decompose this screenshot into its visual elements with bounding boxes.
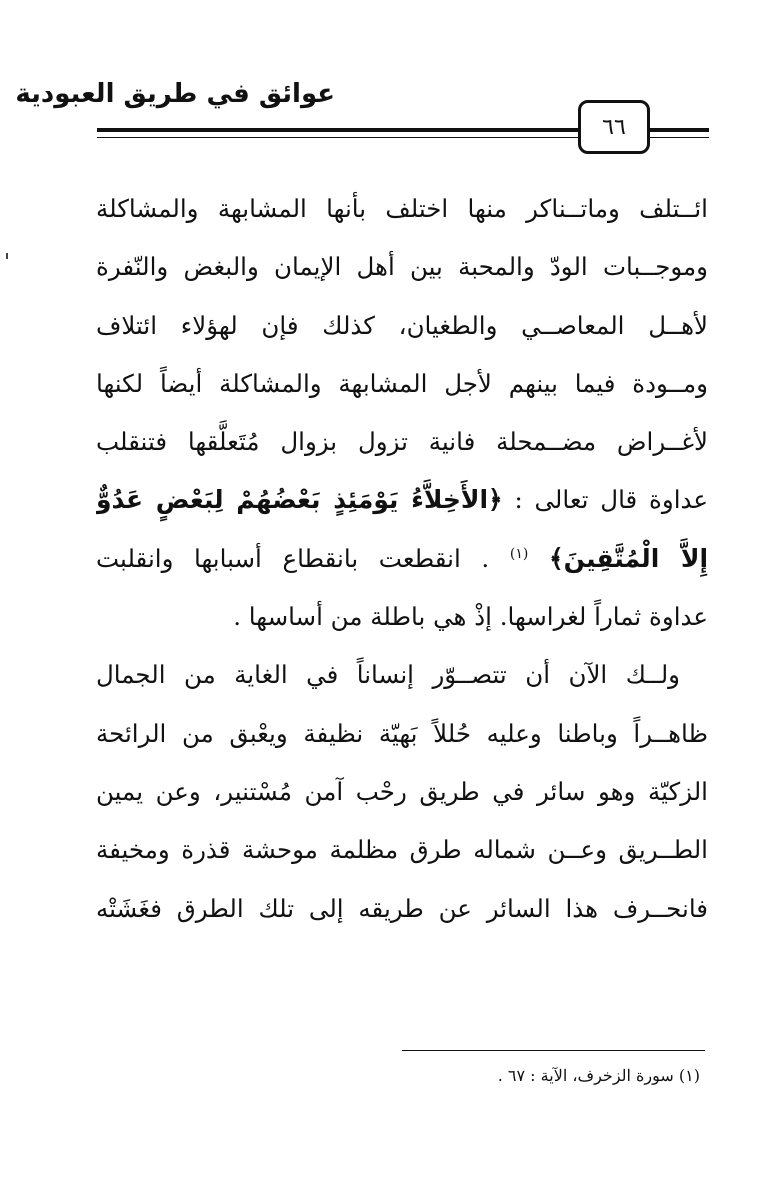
verse-intro: عداوة قال تعالى :	[514, 485, 708, 515]
quran-verse-end: إِلاَّ الْمُتَّقِينَ﴾	[549, 543, 708, 573]
text-line: لأغــراض مضــمحلة فانية تزول بزوال مُتَعلَّقها فتنقلب	[96, 427, 708, 457]
footnote-ref: (١)	[509, 545, 529, 562]
text-line: الزكيّة وهو سائر في طريق رحْب آمن مُسْتنير، وعن يمين	[96, 776, 708, 806]
page-number: ٦٦	[578, 100, 650, 154]
text-line-verse-start	[96, 471, 708, 529]
text-line: عداوة ثماراً لغراسها. إذْ هي باطلة من أساسها .	[233, 602, 708, 632]
text-line-verse-end	[96, 530, 708, 588]
text-line: فانحــرف هذا السائر عن طريقه إلى تلك الطرق فغَشَتْه	[96, 893, 708, 923]
quran-verse: ﴿الأَخِلاَّءُ يَوْمَئِذٍ بَعْضُهُمْ لِبَعْضٍ عَدُوٌّ	[96, 485, 503, 515]
footnote: (١) سورة الزخرف، الآية : ٦٧ .	[497, 1066, 700, 1085]
text-line: الطــريق وعــن شماله طرق مظلمة موحشة قذرة ومخيفة	[96, 835, 708, 865]
text-line: وموجــبات الودّ والمحبة بين أهل الإيمان والبغض والنّفرة	[96, 252, 708, 282]
paragraph-start-line: ولــك الآن أن تتصــوّر إنساناً في الغاية من الجمال	[96, 660, 680, 690]
text-line: لأهــل المعاصــي والطغيان، كذلك فإن لهؤلاء ائتلاف	[96, 310, 708, 340]
text-line: ظاهــراً وباطنا وعليه حُللاً بَهيّة نظيفة ويعْبق من الرائحة	[96, 718, 708, 748]
verse-after: . انقطعت بانقطاع أسبابها وانقلبت	[96, 543, 490, 573]
main-text	[96, 180, 708, 938]
scan-edge-mark	[6, 253, 8, 259]
footnote-rule	[402, 1050, 705, 1051]
text-line: ائــتلف وماتــناكر منها اختلف بأنها المشابهة والمشاكلة	[96, 194, 708, 223]
text-line: ومــودة فيما بينهم لأجل المشابهة والمشاكلة أيضاً لكنها	[96, 368, 708, 398]
book-title: عوائق في طريق العبودية	[15, 79, 335, 109]
